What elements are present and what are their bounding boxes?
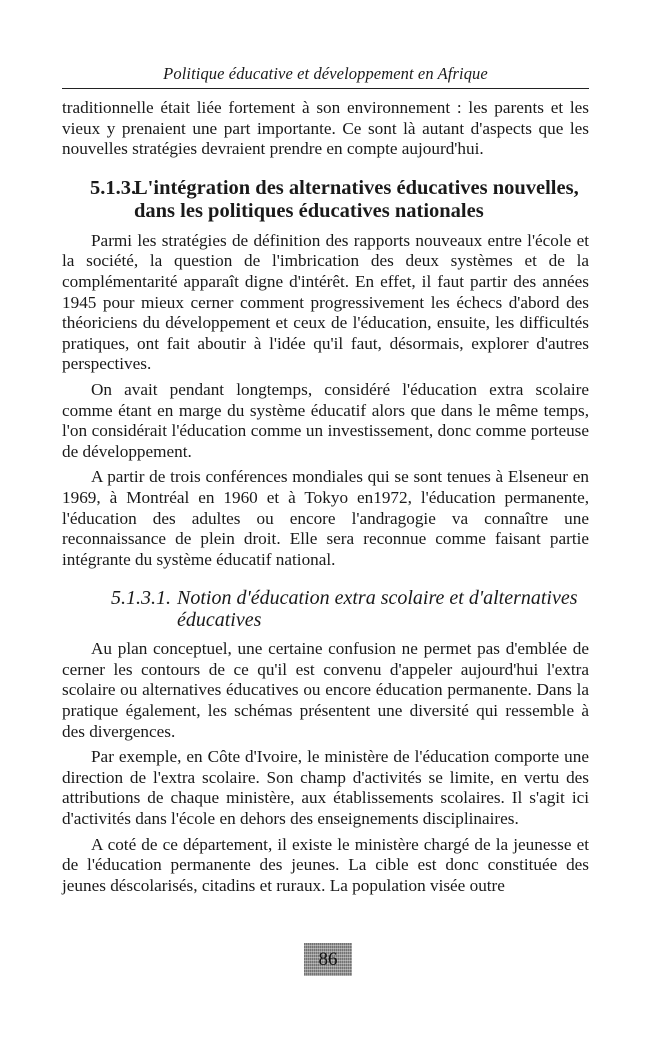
intro-paragraph: traditionnelle était liée fortement à son environnement : les parents et les vieux y prenaient une part importante. Ce sont là autant d'aspects que les nouvelles stratégies devraient prendre en compte aujourd'hui.	[62, 98, 589, 159]
subsection-number: 5.1.3.1.	[111, 587, 171, 610]
paragraph: On avait pendant longtemps, considéré l'éducation extra scolaire comme étant en marge du système éducatif alors que dans le même temps, l'on considérait l'éducation comme un investissement, donc comme porteuse de développement.	[62, 379, 589, 461]
section-title: L'intégration des alternatives éducatives nouvelles, dans les politiques éducatives nationales	[134, 176, 579, 222]
paragraph: Par exemple, en Côte d'Ivoire, le ministère de l'éducation comporte une direction de l'extra scolaire. Son champ d'activités se limite, en vertu des attributions de chaque ministère, aux établissements scolaires. Il s'agit ici d'activités dans l'école en dehors des enseignements disciplinaires.	[62, 747, 589, 829]
subsection-heading	[111, 587, 589, 631]
paragraph: Parmi les stratégies de définition des rapports nouveaux entre l'école et la société, la question de l'imbrication des deux systèmes et de la complémentarité apparaît digne d'intérêt. En effet, il faut partir des années 1945 pour mieux cerner comment progressivement les échecs d'abord des théoriciens du développement et ceux de l'éducation, ensuite, les difficultés pratiques, ont fait aboutir à l'idée qu'il faut, désormais, explorer d'autres perspectives.	[62, 230, 589, 374]
subsection-title: Notion d'éducation extra scolaire et d'alternatives éducatives	[177, 587, 578, 632]
page-body	[62, 98, 589, 896]
paragraph: A partir de trois conférences mondiales qui se sont tenues à Elseneur en 1969, à Montréal en 1960 et à Tokyo en1972, l'éducation permanente, l'éducation des adultes ou encore l'andragogie va connaître une reconnaissance de plein droit. Elle sera reconnue comme faisant partie intégrante du système éducatif national.	[62, 467, 589, 569]
section-number: 5.1.3.	[90, 176, 137, 199]
paragraph: Au plan conceptuel, une certaine confusion ne permet pas d'emblée de cerner les contours de ce qu'il est convenu d'appeler aujourd'hui l'extra scolaire ou alternatives éducatives ou encore éducation permanente. Dans la pratique également, les schémas présentent une diversité qui ressemble à des divergences.	[62, 639, 589, 741]
page-number: 86	[304, 943, 352, 976]
running-header: Politique éducative et développement en Afrique	[62, 64, 589, 89]
paragraph: A coté de ce département, il existe le ministère chargé de la jeunesse et de l'éducation permanente des jeunes. La cible est donc constituée des jeunes déscolarisés, citadins et ruraux. La population visée outre	[62, 834, 589, 895]
section-heading	[90, 177, 589, 223]
